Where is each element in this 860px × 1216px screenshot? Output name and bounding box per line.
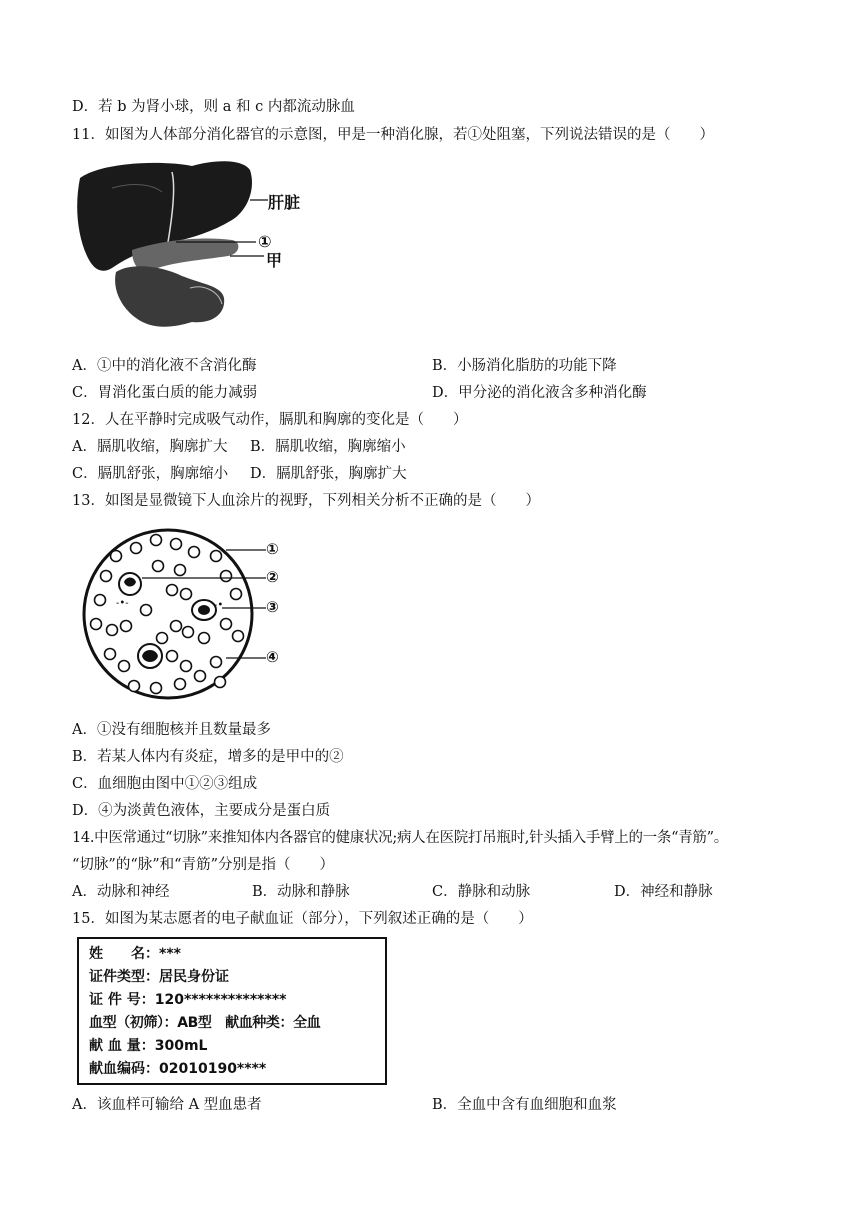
- red-blood-cell: [105, 649, 116, 660]
- red-blood-cell: [183, 627, 194, 638]
- red-blood-cell: [221, 571, 232, 582]
- card-volume-row: 献 血 量：300mL: [89, 1038, 208, 1054]
- q11-option-c: C．胃消化蛋白质的能力减弱: [72, 385, 258, 401]
- red-blood-cell: [171, 539, 182, 550]
- label-jia: 甲: [266, 251, 283, 270]
- q13-option-a: A．①没有细胞核并且数量最多: [72, 722, 271, 738]
- red-blood-cell: [195, 671, 206, 682]
- label-duct-1: ①: [258, 232, 272, 251]
- red-blood-cell: [171, 621, 182, 632]
- red-blood-cell: [121, 621, 132, 632]
- card-id-type-row: 证件类型：居民身份证: [89, 969, 229, 985]
- q15-option-a: A．该血样可输给 A 型血患者: [72, 1097, 262, 1113]
- q12-option-c: C．膈肌舒张，胸廓缩小: [72, 466, 229, 482]
- q11-option-b: B．小肠消化脂肪的功能下降: [432, 358, 617, 374]
- q12-option-a: A．膈肌收缩，胸廓扩大: [72, 439, 228, 455]
- red-blood-cell: [111, 551, 122, 562]
- card-blood-type-row: 血型（初筛）：AB型 献血种类：全血: [89, 1015, 321, 1031]
- q15-option-b: B．全血中含有血细胞和血浆: [432, 1097, 617, 1113]
- red-blood-cell: [181, 661, 192, 672]
- red-blood-cell: [211, 551, 222, 562]
- card-name-row: 姓 名：***: [89, 946, 181, 962]
- q12-option-b: B．膈肌收缩，胸廓缩小: [250, 439, 406, 455]
- red-blood-cell: [167, 585, 178, 596]
- red-blood-cell: [153, 561, 164, 572]
- red-blood-cell: [215, 677, 226, 688]
- red-blood-cell: [181, 589, 192, 600]
- red-blood-cell: [189, 547, 200, 558]
- q14-option-a: A．动脉和神经: [72, 884, 170, 900]
- red-blood-cell: [167, 651, 178, 662]
- q11-option-a: A．①中的消化液不含消化酶: [72, 358, 257, 374]
- q11-stem: 11．如图为人体部分消化器官的示意图，甲是一种消化腺，若①处阻塞，下列说法错误的是（ ）: [72, 127, 714, 143]
- red-blood-cell: [211, 657, 222, 668]
- q13-blood-smear-figure: [76, 526, 296, 706]
- red-blood-cell: [101, 571, 112, 582]
- svg-text:-•-: -•-: [116, 598, 129, 609]
- svg-text:-•: -•: [214, 600, 224, 611]
- q12-stem: 12．人在平静时完成吸气动作，膈肌和胸廓的变化是（ ）: [72, 412, 468, 428]
- q15-stem: 15．如图为某志愿者的电子献血证（部分），下列叙述正确的是（ ）: [72, 911, 533, 927]
- q14-option-b: B．动脉和静脉: [252, 884, 350, 900]
- card-id-number-row: 证 件 号：120**************: [89, 992, 287, 1008]
- red-blood-cell: [221, 619, 232, 630]
- q14-stem-line2: “切脉”的“脉”和“青筋”分别是指（ ）: [72, 857, 334, 873]
- red-blood-cell: [95, 595, 106, 606]
- red-blood-cell: [175, 565, 186, 576]
- red-blood-cell: [199, 633, 210, 644]
- q13-option-d: D．④为淡黄色液体，主要成分是蛋白质: [72, 803, 331, 819]
- blood-donation-card: [77, 937, 387, 1085]
- red-blood-cell: [231, 589, 242, 600]
- q14-option-c: C．静脉和动脉: [432, 884, 531, 900]
- card-code-row: 献血编码：02010190****: [89, 1061, 267, 1077]
- label-4: ④: [266, 648, 279, 666]
- q14-option-d: D．神经和静脉: [614, 884, 713, 900]
- red-blood-cell: [91, 619, 102, 630]
- label-liver: 肝脏: [268, 193, 301, 212]
- blood-smear-illustration: [76, 526, 296, 706]
- label-3: ③: [266, 598, 279, 616]
- q13-option-b: B．若某人体内有炎症，增多的是甲中的②: [72, 749, 344, 765]
- red-blood-cell: [141, 605, 152, 616]
- label-2: ②: [266, 568, 279, 586]
- red-blood-cell: [129, 681, 140, 692]
- q11-digestive-figure: [72, 158, 312, 338]
- red-blood-cell: [131, 543, 142, 554]
- red-blood-cell: [151, 535, 162, 546]
- red-blood-cell: [119, 661, 130, 672]
- q13-option-c: C．血细胞由图中①②③组成: [72, 776, 258, 792]
- q13-stem: 13．如图是显微镜下人血涂片的视野，下列相关分析不正确的是（ ）: [72, 493, 540, 509]
- red-blood-cell: [151, 683, 162, 694]
- q11-option-d: D．甲分泌的消化液含多种消化酶: [432, 385, 647, 401]
- q14-stem-line1: 14.中医常通过“切脉”来推知体内各器官的健康状况;病人在医院打吊瓶时,针头插入手臂上的一条“青筋”。: [72, 830, 728, 846]
- q10-option-d: D．若 b 为肾小球，则 a 和 c 内都流动脉血: [72, 99, 355, 115]
- red-blood-cell: [175, 679, 186, 690]
- red-blood-cell: [233, 631, 244, 642]
- red-blood-cell: [157, 633, 168, 644]
- red-blood-cell: [107, 625, 118, 636]
- label-1: ①: [266, 540, 279, 558]
- q12-option-d: D．膈肌舒张，胸廓扩大: [250, 466, 407, 482]
